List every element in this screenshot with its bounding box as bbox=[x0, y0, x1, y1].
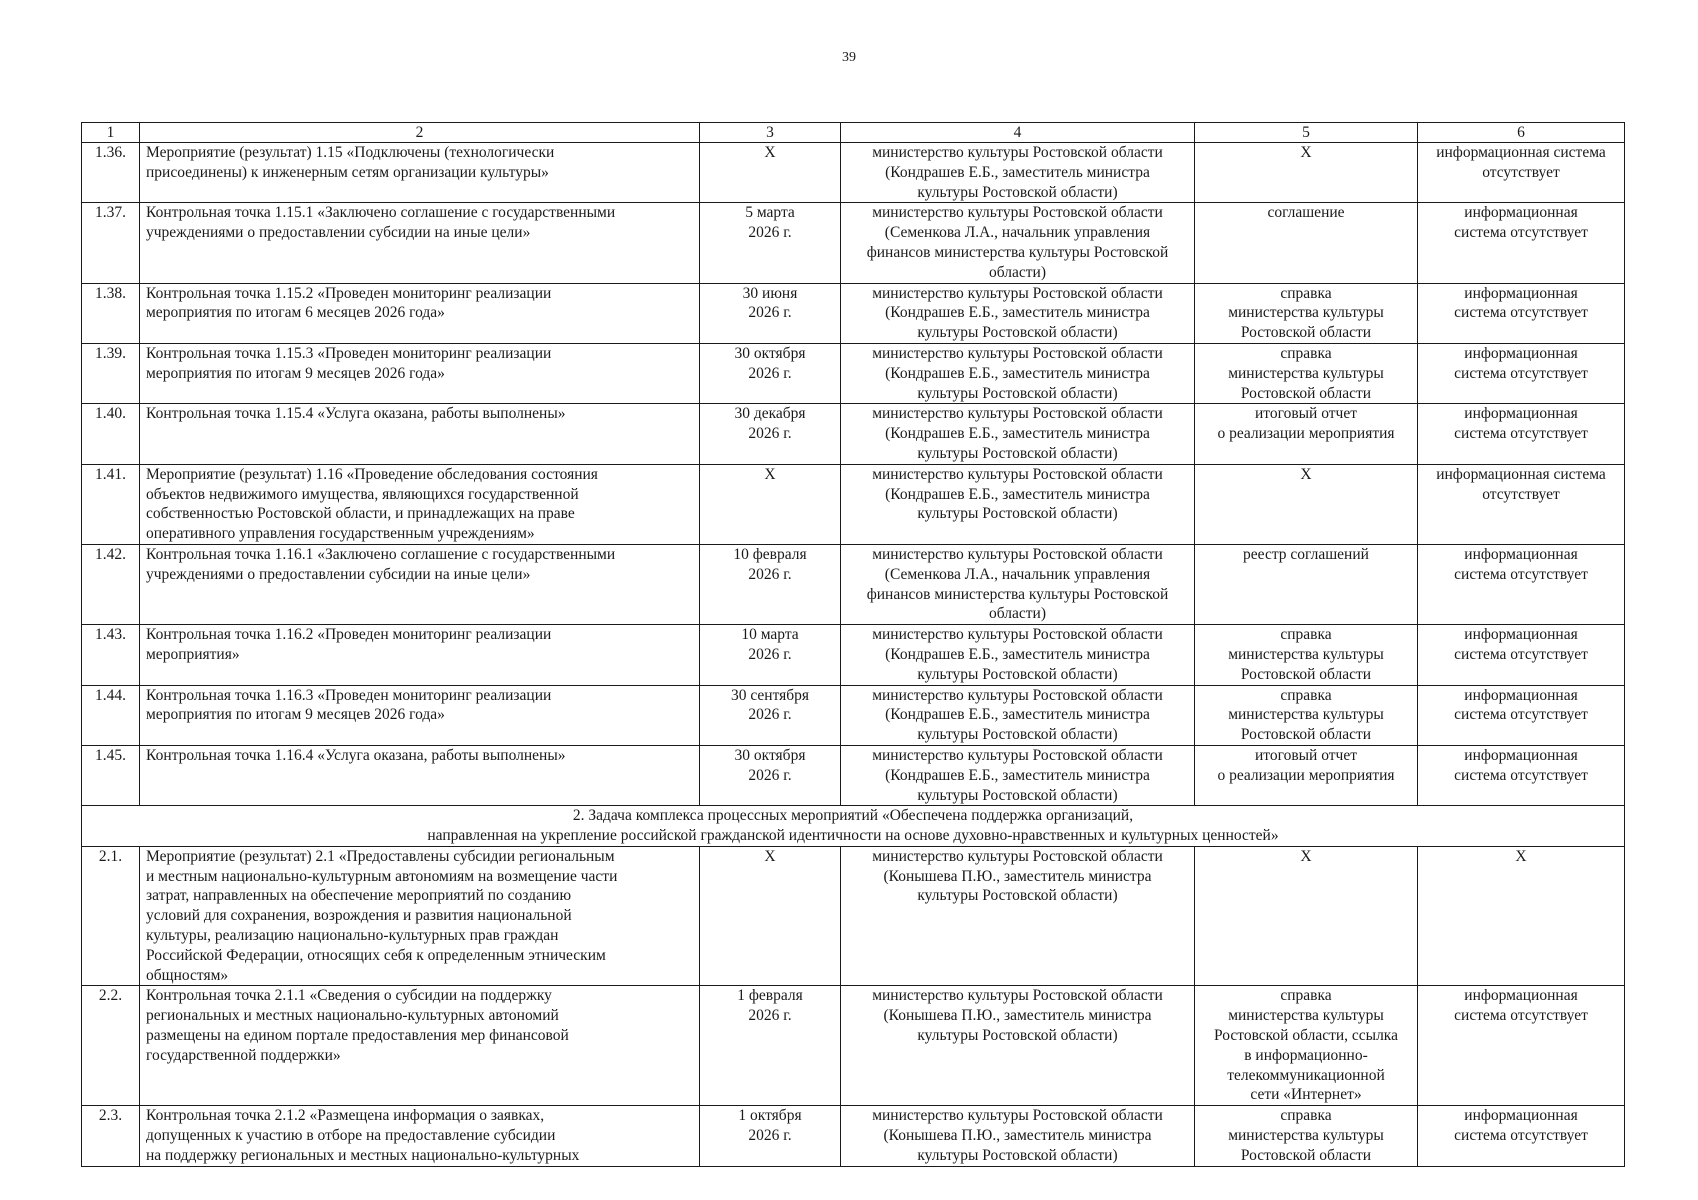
information-system bbox=[1418, 685, 1625, 745]
information-system-line: информационная bbox=[1464, 1107, 1578, 1125]
deadline bbox=[700, 203, 841, 283]
deadline-line: 2026 г. bbox=[748, 1127, 792, 1145]
measure-name-line: общностям» bbox=[146, 966, 229, 984]
deadline-line: 10 февраля bbox=[733, 545, 807, 563]
section-title-line: 2. Задача комплекса процессных мероприятий «Обеспечена поддержка организаций, bbox=[572, 807, 1134, 825]
document-type-line: итоговый отчет bbox=[1254, 746, 1357, 764]
responsible-line: министерство культуры Ростовской области bbox=[872, 465, 1163, 483]
information-system bbox=[1418, 343, 1625, 403]
table-row bbox=[82, 464, 1625, 544]
document-type-line: Ростовской области bbox=[1240, 384, 1372, 402]
responsible-line: (Кондрашев Е.Б., заместитель министра bbox=[885, 645, 1150, 663]
measure-name bbox=[140, 986, 700, 1106]
measure-name bbox=[140, 1106, 700, 1166]
responsible bbox=[841, 203, 1195, 283]
document-type-line: министерства культуры bbox=[1228, 304, 1384, 322]
row-number: 1.39. bbox=[82, 343, 140, 403]
information-system bbox=[1418, 464, 1625, 544]
row-number: 1.36. bbox=[82, 143, 140, 203]
responsible-line: культуры Ростовской области) bbox=[917, 384, 1118, 402]
document-type-line: министерства культуры bbox=[1228, 706, 1384, 724]
information-system bbox=[1418, 986, 1625, 1106]
information-system-line: информационная bbox=[1464, 746, 1578, 764]
document-type-line: справка bbox=[1280, 284, 1332, 302]
deadline-line: 2026 г. bbox=[748, 364, 792, 382]
responsible-line: культуры Ростовской области) bbox=[917, 505, 1118, 523]
deadline-line: 30 сентября bbox=[730, 686, 810, 704]
deadline-line: 2026 г. bbox=[748, 425, 792, 443]
document-type-line: о реализации мероприятия bbox=[1217, 766, 1395, 784]
deadline-line: 2026 г. bbox=[748, 1007, 792, 1025]
measure-name-line: затрат, направленных на обеспечение мероприятий по созданию bbox=[146, 887, 572, 905]
measure-name-line: Контрольная точка 1.15.4 «Услуга оказана, работы выполнены» bbox=[146, 405, 566, 423]
document-type-line: министерства культуры bbox=[1228, 1127, 1384, 1145]
measure-name-line: Российской Федерации, относящих себя к определенным этническим bbox=[146, 946, 606, 964]
deadline bbox=[700, 625, 841, 685]
deadline bbox=[700, 143, 841, 203]
responsible-line: культуры Ростовской области) bbox=[917, 726, 1118, 744]
document-type-line: справка bbox=[1280, 686, 1332, 704]
measure-name-line: допущенных к участию в отборе на предоставление субсидии bbox=[146, 1127, 556, 1145]
responsible-line: министерство культуры Ростовской области bbox=[872, 405, 1163, 423]
information-system-line: информационная bbox=[1464, 686, 1578, 704]
document-type-line: соглашение bbox=[1267, 204, 1345, 222]
document-type-line: о реализации мероприятия bbox=[1217, 425, 1395, 443]
measure-name bbox=[140, 283, 700, 343]
information-system-line: информационная система bbox=[1436, 465, 1606, 483]
deadline bbox=[700, 745, 841, 805]
row-number: 1.45. bbox=[82, 745, 140, 805]
measure-name-line: мероприятия по итогам 6 месяцев 2026 года» bbox=[146, 304, 445, 322]
measure-name-line: оперативного управления государственным учреждениям» bbox=[146, 525, 535, 543]
responsible bbox=[841, 404, 1195, 464]
responsible-line: (Конышева П.Ю., заместитель министра bbox=[883, 1007, 1152, 1025]
measure-name bbox=[140, 143, 700, 203]
responsible-line: культуры Ростовской области) bbox=[917, 665, 1118, 683]
responsible-line: культуры Ростовской области) bbox=[917, 786, 1118, 804]
measure-name-line: мероприятия по итогам 9 месяцев 2026 года» bbox=[146, 364, 445, 382]
information-system-line: информационная bbox=[1464, 204, 1578, 222]
information-system-line: система отсутствует bbox=[1454, 304, 1588, 322]
responsible-line: министерство культуры Ростовской области bbox=[872, 144, 1163, 161]
measure-name bbox=[140, 846, 700, 986]
header-cell: 1 bbox=[82, 123, 140, 143]
responsible-line: культуры Ростовской области) bbox=[917, 1146, 1118, 1164]
measure-name bbox=[140, 464, 700, 544]
information-system bbox=[1418, 745, 1625, 805]
measure-name-line: условий для сохранения, возрождения и развития национальной bbox=[146, 907, 572, 925]
row-number: 1.44. bbox=[82, 685, 140, 745]
document-type-line: справка bbox=[1280, 1107, 1332, 1125]
responsible-line: культуры Ростовской области) bbox=[917, 444, 1118, 462]
document-type-line: Ростовской области bbox=[1240, 665, 1372, 683]
deadline-line: Х bbox=[764, 465, 776, 483]
measure-name-line: Контрольная точка 1.15.1 «Заключено соглашение с государственными bbox=[146, 204, 616, 222]
information-system-line: информационная bbox=[1464, 405, 1578, 423]
document-type bbox=[1195, 685, 1418, 745]
document-type-line: реестр соглашений bbox=[1243, 545, 1369, 563]
table-row bbox=[82, 846, 1625, 986]
table-row bbox=[82, 143, 1625, 203]
responsible bbox=[841, 846, 1195, 986]
measure-name-line: государственной поддержки» bbox=[146, 1046, 341, 1064]
document-type-line: министерства культуры bbox=[1228, 1007, 1384, 1025]
measure-name-line: на поддержку региональных и местных национально-культурных bbox=[146, 1146, 580, 1164]
page-number: 39 bbox=[842, 50, 856, 65]
deadline bbox=[700, 685, 841, 745]
header-cell: 2 bbox=[140, 123, 700, 143]
responsible-line: (Кондрашев Е.Б., заместитель министра bbox=[885, 766, 1150, 784]
document-type-line: Ростовской области, ссылка bbox=[1214, 1027, 1398, 1045]
measure-name bbox=[140, 745, 700, 805]
responsible-line: культуры Ростовской области) bbox=[917, 1027, 1118, 1045]
responsible bbox=[841, 464, 1195, 544]
deadline-line: 5 марта bbox=[745, 204, 795, 222]
document-type-line: Ростовской области bbox=[1240, 324, 1372, 342]
measure-name-line: мероприятия» bbox=[146, 645, 240, 663]
document-type-line: справка bbox=[1280, 344, 1332, 362]
document-type bbox=[1195, 283, 1418, 343]
information-system-line: информационная bbox=[1464, 284, 1578, 302]
document-type bbox=[1195, 404, 1418, 464]
information-system-line: информационная bbox=[1464, 626, 1578, 644]
responsible bbox=[841, 143, 1195, 203]
measure-name bbox=[140, 685, 700, 745]
row-number: 2.1. bbox=[82, 846, 140, 986]
document-type-line: телекоммуникационной bbox=[1227, 1066, 1385, 1084]
responsible-line: (Кондрашев Е.Б., заместитель министра bbox=[885, 304, 1150, 322]
row-number: 1.43. bbox=[82, 625, 140, 685]
document-type bbox=[1195, 343, 1418, 403]
row-number: 1.38. bbox=[82, 283, 140, 343]
information-system-line: система отсутствует bbox=[1454, 645, 1588, 663]
measure-name-line: Контрольная точка 1.16.3 «Проведен мониторинг реализации bbox=[146, 686, 552, 704]
measure-name-line: Контрольная точка 1.15.3 «Проведен мониторинг реализации bbox=[146, 344, 552, 362]
responsible-line: (Кондрашев Е.Б., заместитель министра bbox=[885, 706, 1150, 724]
information-system-line: информационная система bbox=[1436, 144, 1606, 161]
document-type bbox=[1195, 203, 1418, 283]
measure-name-line: культуры, реализацию национально-культурных прав граждан bbox=[146, 927, 559, 945]
measure-name bbox=[140, 343, 700, 403]
responsible bbox=[841, 745, 1195, 805]
responsible-line: министерство культуры Ростовской области bbox=[872, 284, 1163, 302]
responsible-line: культуры Ростовской области) bbox=[917, 887, 1118, 905]
measure-name bbox=[140, 625, 700, 685]
header-cell: 6 bbox=[1418, 123, 1625, 143]
information-system-line: отсутствует bbox=[1482, 485, 1560, 503]
table-row bbox=[82, 1106, 1625, 1166]
deadline-line: 30 октября bbox=[734, 746, 806, 764]
measure-name-line: Контрольная точка 1.16.2 «Проведен мониторинг реализации bbox=[146, 626, 552, 644]
deadline bbox=[700, 846, 841, 986]
measures-table bbox=[81, 122, 1625, 1167]
measure-name-line: объектов недвижимого имущества, являющихся государственной bbox=[146, 485, 579, 503]
deadline-line: 30 июня bbox=[742, 284, 798, 302]
row-number: 1.37. bbox=[82, 203, 140, 283]
responsible-line: культуры Ростовской области) bbox=[917, 324, 1118, 342]
document-type-line: министерства культуры bbox=[1228, 364, 1384, 382]
responsible bbox=[841, 1106, 1195, 1166]
measure-name-line: Контрольная точка 1.16.1 «Заключено соглашение с государственными bbox=[146, 545, 616, 563]
row-number: 1.41. bbox=[82, 464, 140, 544]
deadline-line: Х bbox=[764, 144, 776, 161]
information-system bbox=[1418, 283, 1625, 343]
header-cell: 5 bbox=[1195, 123, 1418, 143]
information-system bbox=[1418, 1106, 1625, 1166]
information-system-line: система отсутствует bbox=[1454, 364, 1588, 382]
responsible-line: министерство культуры Ростовской области bbox=[872, 987, 1163, 1005]
row-number: 2.3. bbox=[82, 1106, 140, 1166]
measure-name-line: Мероприятие (результат) 1.15 «Подключены (технологически bbox=[146, 144, 555, 161]
deadline-line: 1 октября bbox=[738, 1107, 802, 1125]
row-number: 1.42. bbox=[82, 544, 140, 624]
document-type-line: Х bbox=[1300, 144, 1312, 161]
measure-name-line: присоединены) к инженерным сетям организации культуры» bbox=[146, 163, 549, 181]
responsible bbox=[841, 283, 1195, 343]
table-row bbox=[82, 986, 1625, 1106]
information-system-line: информационная bbox=[1464, 987, 1578, 1005]
section-title-line: направленная на укрепление российской гражданской идентичности на основе духовно-нравственных и культурных ценностей» bbox=[427, 827, 1279, 845]
responsible-line: министерство культуры Ростовской области bbox=[872, 1107, 1163, 1125]
document-type bbox=[1195, 143, 1418, 203]
measure-name-line: собственностью Ростовской области, и принадлежащих на праве bbox=[146, 505, 575, 523]
information-system bbox=[1418, 203, 1625, 283]
responsible bbox=[841, 544, 1195, 624]
measure-name bbox=[140, 544, 700, 624]
deadline bbox=[700, 986, 841, 1106]
responsible-line: (Конышева П.Ю., заместитель министра bbox=[883, 867, 1152, 885]
document-type-line: Ростовской области bbox=[1240, 1146, 1372, 1164]
information-system-line: отсутствует bbox=[1482, 163, 1560, 181]
information-system bbox=[1418, 143, 1625, 203]
information-system-line: система отсутствует bbox=[1454, 425, 1588, 443]
document-type bbox=[1195, 544, 1418, 624]
document-type-line: Х bbox=[1300, 465, 1312, 483]
responsible-line: области) bbox=[989, 263, 1046, 281]
information-system-line: система отсутствует bbox=[1454, 1007, 1588, 1025]
document-type bbox=[1195, 846, 1418, 986]
deadline-line: 2026 г. bbox=[748, 766, 792, 784]
deadline-line: 2026 г. bbox=[748, 224, 792, 242]
responsible-line: министерство культуры Ростовской области bbox=[872, 204, 1163, 222]
deadline bbox=[700, 283, 841, 343]
responsible-line: министерство культуры Ростовской области bbox=[872, 545, 1163, 563]
information-system bbox=[1418, 625, 1625, 685]
information-system-line: система отсутствует bbox=[1454, 706, 1588, 724]
information-system bbox=[1418, 544, 1625, 624]
measure-name-line: региональных и местных национально-культурных автономий bbox=[146, 1007, 559, 1025]
information-system-line: информационная bbox=[1464, 344, 1578, 362]
document-type-line: в информационно- bbox=[1244, 1046, 1368, 1064]
document-type-line: итоговый отчет bbox=[1254, 405, 1357, 423]
deadline-line: Х bbox=[764, 847, 776, 865]
responsible-line: финансов министерства культуры Ростовской bbox=[866, 585, 1169, 603]
measure-name-line: Контрольная точка 2.1.1 «Сведения о субсидии на поддержку bbox=[146, 987, 552, 1005]
information-system-line: система отсутствует bbox=[1454, 1127, 1588, 1145]
responsible-line: финансов министерства культуры Ростовской bbox=[866, 243, 1169, 261]
measure-name-line: Мероприятие (результат) 1.16 «Проведение обследования состояния bbox=[146, 465, 598, 483]
responsible bbox=[841, 625, 1195, 685]
responsible-line: области) bbox=[989, 605, 1046, 623]
deadline-line: 2026 г. bbox=[748, 304, 792, 322]
deadline-line: 30 декабря bbox=[734, 405, 806, 423]
information-system-line: Х bbox=[1515, 847, 1527, 865]
responsible-line: министерство культуры Ростовской области bbox=[872, 686, 1163, 704]
responsible-line: министерство культуры Ростовской области bbox=[872, 746, 1163, 764]
measure-name-line: Контрольная точка 1.16.4 «Услуга оказана, работы выполнены» bbox=[146, 746, 566, 764]
document-type-line: Ростовской области bbox=[1240, 726, 1372, 744]
deadline bbox=[700, 544, 841, 624]
document-type bbox=[1195, 1106, 1418, 1166]
deadline bbox=[700, 343, 841, 403]
responsible-line: (Кондрашев Е.Б., заместитель министра bbox=[885, 364, 1150, 382]
measure-name bbox=[140, 203, 700, 283]
responsible bbox=[841, 343, 1195, 403]
section-title bbox=[82, 806, 1625, 847]
deadline bbox=[700, 1106, 841, 1166]
document-type-line: справка bbox=[1280, 987, 1332, 1005]
responsible bbox=[841, 685, 1195, 745]
responsible-line: (Кондрашев Е.Б., заместитель министра bbox=[885, 425, 1150, 443]
deadline-line: 2026 г. bbox=[748, 565, 792, 583]
deadline bbox=[700, 464, 841, 544]
information-system-line: система отсутствует bbox=[1454, 766, 1588, 784]
information-system-line: информационная bbox=[1464, 545, 1578, 563]
responsible bbox=[841, 986, 1195, 1106]
table-row bbox=[82, 404, 1625, 464]
deadline-line: 30 октября bbox=[734, 344, 806, 362]
header-cell: 4 bbox=[841, 123, 1195, 143]
deadline-line: 2026 г. bbox=[748, 645, 792, 663]
document-type bbox=[1195, 464, 1418, 544]
measure-name-line: учреждениями о предоставлении субсидии на иные цели» bbox=[146, 224, 531, 242]
measure-name-line: размещены на едином портале предоставления мер финансовой bbox=[146, 1027, 569, 1045]
document-type-line: справка bbox=[1280, 626, 1332, 644]
responsible-line: (Конышева П.Ю., заместитель министра bbox=[883, 1127, 1152, 1145]
measure-name-line: Контрольная точка 2.1.2 «Размещена информация о заявках, bbox=[146, 1107, 545, 1125]
document-type bbox=[1195, 745, 1418, 805]
information-system bbox=[1418, 404, 1625, 464]
measure-name-line: и местным национально-культурным автономиям на возмещение части bbox=[146, 867, 618, 885]
responsible-line: министерство культуры Ростовской области bbox=[872, 847, 1163, 865]
deadline-line: 1 февраля bbox=[737, 987, 803, 1005]
row-number: 1.40. bbox=[82, 404, 140, 464]
information-system-line: система отсутствует bbox=[1454, 224, 1588, 242]
responsible-line: министерство культуры Ростовской области bbox=[872, 344, 1163, 362]
deadline-line: 10 марта bbox=[741, 626, 799, 644]
measure-name-line: мероприятия по итогам 9 месяцев 2026 года» bbox=[146, 706, 445, 724]
row-number: 2.2. bbox=[82, 986, 140, 1106]
document-type bbox=[1195, 986, 1418, 1106]
table-row bbox=[82, 283, 1625, 343]
information-system-line: система отсутствует bbox=[1454, 565, 1588, 583]
section-row bbox=[82, 806, 1625, 847]
table-row bbox=[82, 544, 1625, 624]
deadline bbox=[700, 404, 841, 464]
table-row bbox=[82, 203, 1625, 283]
measure-name bbox=[140, 404, 700, 464]
table-row bbox=[82, 685, 1625, 745]
document-type-line: сети «Интернет» bbox=[1250, 1086, 1362, 1104]
information-system bbox=[1418, 846, 1625, 986]
responsible-line: (Семенкова Л.А., начальник управления bbox=[884, 565, 1151, 583]
responsible-line: культуры Ростовской области) bbox=[917, 183, 1118, 201]
responsible-line: (Кондрашев Е.Б., заместитель министра bbox=[885, 485, 1150, 503]
measure-name-line: учреждениями о предоставлении субсидии на иные цели» bbox=[146, 565, 531, 583]
table-row bbox=[82, 343, 1625, 403]
responsible-line: (Семенкова Л.А., начальник управления bbox=[884, 224, 1151, 242]
measure-name-line: Мероприятие (результат) 2.1 «Предоставлены субсидии региональным bbox=[146, 847, 615, 865]
measure-name-line: Контрольная точка 1.15.2 «Проведен мониторинг реализации bbox=[146, 284, 552, 302]
header-cell: 3 bbox=[700, 123, 841, 143]
deadline-line: 2026 г. bbox=[748, 706, 792, 724]
document-type-line: министерства культуры bbox=[1228, 645, 1384, 663]
table-row bbox=[82, 625, 1625, 685]
responsible-line: (Кондрашев Е.Б., заместитель министра bbox=[885, 163, 1150, 181]
document-type bbox=[1195, 625, 1418, 685]
table-row bbox=[82, 745, 1625, 805]
responsible-line: министерство культуры Ростовской области bbox=[872, 626, 1163, 644]
document-type-line: Х bbox=[1300, 847, 1312, 865]
header-row bbox=[82, 123, 1625, 143]
